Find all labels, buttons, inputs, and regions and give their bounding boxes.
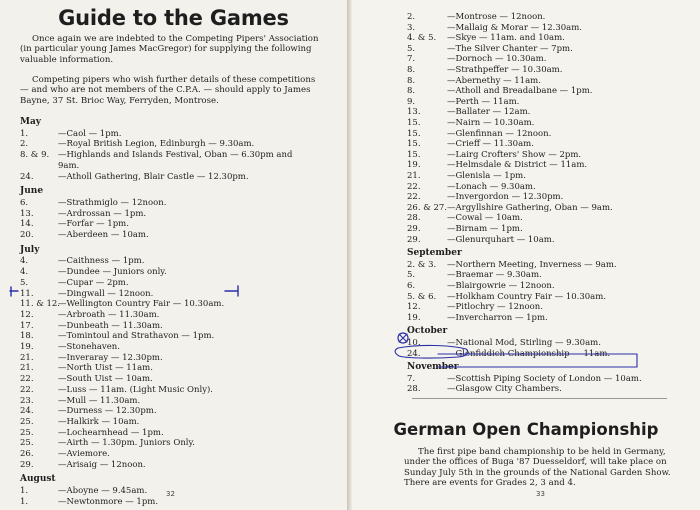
entry-event: —Nairn — 10.30am. bbox=[447, 118, 535, 128]
entry-date: 29. bbox=[407, 234, 421, 245]
entry-date: 8. bbox=[407, 86, 416, 97]
schedule-entry bbox=[20, 219, 320, 230]
schedule-entry bbox=[407, 86, 700, 97]
entry-event: —Abernethy — 11am. bbox=[447, 75, 541, 86]
entry-date: 15. bbox=[407, 128, 421, 139]
schedule-entry bbox=[20, 406, 320, 417]
schedule-entry bbox=[407, 384, 700, 395]
entry-date: 19. bbox=[407, 160, 421, 171]
schedule-entry bbox=[407, 302, 700, 313]
entry-date: 28. bbox=[407, 213, 421, 224]
entry-date: 4. bbox=[20, 267, 29, 278]
entry-date: 22. bbox=[20, 384, 34, 395]
month-heading: November bbox=[407, 362, 459, 373]
entry-event: —Halkirk — 10am. bbox=[58, 416, 140, 427]
entry-event: —Mallaig & Morar — 12.30am. bbox=[447, 22, 582, 33]
schedule-entry bbox=[407, 107, 700, 118]
schedule-entry bbox=[20, 230, 320, 241]
schedule-entry bbox=[407, 349, 700, 360]
schedule-entry bbox=[407, 54, 700, 65]
entry-date: 15. bbox=[407, 149, 421, 160]
entry-event: —Glasgow City Chambers. bbox=[447, 384, 562, 395]
entry-date: 22. bbox=[407, 181, 421, 192]
entry-event: —Caithness — 1pm. bbox=[58, 256, 145, 267]
page-number: 32 bbox=[166, 490, 175, 498]
entry-date: 19. bbox=[407, 312, 421, 323]
entry-date: 28. bbox=[407, 384, 421, 395]
entry-event: —Newtonmore — 1pm. bbox=[58, 496, 159, 507]
entry-event: —Holkham Country Fair — 10.30am. bbox=[447, 291, 606, 302]
schedule-entry bbox=[407, 374, 700, 385]
schedule-entry bbox=[20, 150, 320, 172]
entry-event: —Royal British Legion, Edinburgh — 9.30am. bbox=[58, 139, 255, 150]
entry-date: 2. & 3. bbox=[407, 259, 437, 270]
entry-date: 29. bbox=[407, 224, 421, 234]
entry-date: 1. bbox=[20, 128, 29, 139]
entry-event: —North Uist — 11am. bbox=[58, 363, 153, 374]
schedule-entry bbox=[407, 97, 700, 108]
entry-event: —Arisaig — 12noon. bbox=[58, 459, 146, 470]
entry-date: 8. bbox=[407, 65, 416, 75]
schedule-entry bbox=[20, 460, 320, 471]
entry-date: 11. bbox=[20, 288, 34, 299]
schedule-entry bbox=[20, 363, 320, 374]
entry-event: —Montrose — 12noon. bbox=[447, 12, 546, 22]
entry-date: 5. & 6. bbox=[407, 291, 437, 302]
entry-event: —Invercharron — 1pm. bbox=[447, 312, 548, 323]
entry-event: —The Silver Chanter — 7pm. bbox=[447, 43, 573, 54]
entry-event: —Wellington Country Fair — 10.30am. bbox=[58, 299, 225, 310]
entry-date: 4. & 5. bbox=[407, 33, 437, 44]
entry-date: 18. bbox=[20, 331, 34, 342]
entry-event: —Durness — 12.30pm. bbox=[58, 406, 157, 417]
schedule-entry bbox=[407, 44, 700, 55]
schedule-entry bbox=[407, 118, 700, 129]
entry-date: 13. bbox=[407, 107, 421, 118]
entry-event: —Dornoch — 10.30am. bbox=[447, 54, 547, 65]
intro-paragraph-2: Competing pipers who wish further details of these competitions — and who are not members of the C.P.A. — should apply to James Bayne, 37 St. Brioc Way, Ferryden, Montrose. bbox=[20, 75, 316, 106]
schedule-entry bbox=[20, 438, 320, 449]
entry-event: —Aboyne — 9.45am. bbox=[58, 486, 148, 497]
entry-event: —Caol — 1pm. bbox=[58, 128, 122, 139]
entry-date: 11. & 12. bbox=[20, 299, 61, 310]
entry-date: 5. bbox=[407, 270, 416, 281]
entry-date: 26. bbox=[20, 449, 34, 459]
schedule-entry bbox=[20, 172, 320, 183]
entry-date: 7. bbox=[407, 373, 416, 384]
entry-event: —Glenfiddich Championship — 11am. bbox=[447, 348, 611, 359]
schedule-entry bbox=[407, 203, 700, 214]
schedule-entry bbox=[407, 213, 700, 224]
schedule-entry bbox=[407, 65, 700, 76]
month-heading: October bbox=[407, 326, 448, 337]
entry-event: —Blairgowrie — 12noon. bbox=[447, 281, 555, 291]
schedule-entry bbox=[20, 299, 320, 310]
schedule-entry bbox=[407, 192, 700, 203]
entry-event: —Strathmiglo — 12noon. bbox=[58, 197, 167, 208]
entry-date: 5. bbox=[407, 43, 416, 54]
entry-event: —South Uist — 10am. bbox=[58, 374, 153, 385]
schedule-entry bbox=[407, 235, 700, 246]
month-heading: May bbox=[20, 117, 42, 127]
schedule-entry bbox=[20, 428, 320, 439]
entry-event: —Mull — 11.30am. bbox=[58, 395, 141, 406]
page-title: Guide to the Games bbox=[58, 6, 289, 30]
entry-event: —Tomintoul and Strathavon — 1pm. bbox=[58, 331, 215, 342]
entry-date: 25. bbox=[20, 416, 34, 427]
left-page bbox=[0, 0, 347, 510]
schedule-entry bbox=[407, 23, 700, 34]
entry-date: 21. bbox=[20, 352, 34, 363]
month-heading: August bbox=[20, 474, 56, 485]
entry-event: —Ardrossan — 1pm. bbox=[58, 208, 147, 219]
page-number: 33 bbox=[536, 490, 545, 498]
schedule-entry bbox=[20, 449, 320, 460]
entry-date: 17. bbox=[20, 320, 34, 331]
entry-event: —Skye — 11am. and 10am. bbox=[447, 33, 565, 44]
entry-date: 5. bbox=[20, 277, 29, 288]
schedule-entry bbox=[407, 260, 700, 271]
entry-event: —Lairg Crofters' Show — 2pm. bbox=[447, 149, 582, 160]
entry-date: 8. & 9. bbox=[20, 150, 50, 161]
schedule-entry bbox=[20, 331, 320, 342]
schedule-entry bbox=[20, 417, 320, 428]
entry-date: 21. bbox=[407, 171, 421, 181]
entry-event: —Argyllshire Gathering, Oban — 9am. bbox=[447, 202, 613, 213]
entry-event: —Pitlochry — 12noon. bbox=[447, 302, 543, 313]
month-heading: June bbox=[20, 186, 44, 197]
entry-date: 1. bbox=[20, 496, 29, 507]
entry-event: —Cowal — 10am. bbox=[447, 213, 523, 224]
entry-date: 22. bbox=[20, 374, 34, 385]
entry-event: —Atholl Gathering, Blair Castle — 12.30pm. bbox=[58, 171, 249, 182]
schedule-entry bbox=[20, 374, 320, 385]
entry-date: 21. bbox=[20, 363, 34, 374]
entry-date: 10. bbox=[407, 338, 421, 348]
schedule-entry bbox=[20, 209, 320, 220]
entry-event: —Airth — 1.30pm. Juniors Only. bbox=[58, 438, 195, 449]
schedule-entry bbox=[407, 292, 700, 303]
entry-event: —Atholl and Breadalbane — 1pm. bbox=[447, 86, 593, 97]
schedule-entry bbox=[20, 385, 320, 396]
article-body: The first pipe band championship to be held in Germany, under the offices of Buga '87 Duesseldorf, will take place on Sunday July 5th in the grounds of the National Garden Show. There are events for Grades 2, 3 and 4. bbox=[404, 447, 671, 489]
entry-event: —Lochearnhead — 1pm. bbox=[58, 427, 164, 438]
entry-event: —Dundee — Juniors only. bbox=[58, 267, 167, 278]
entry-date: 7. bbox=[407, 54, 416, 65]
schedule-entry bbox=[407, 171, 700, 182]
schedule-entry bbox=[20, 396, 320, 407]
entry-date: 25. bbox=[20, 438, 34, 449]
entry-event: —Strathpeffer — 10.30am. bbox=[447, 65, 563, 75]
schedule-entry bbox=[407, 338, 700, 349]
schedule-entry bbox=[407, 76, 700, 87]
entry-event: —Invergordon — 12.30pm. bbox=[447, 192, 564, 203]
entry-date: 9. bbox=[407, 96, 416, 107]
schedule-entry bbox=[20, 267, 320, 278]
schedule-entry bbox=[20, 342, 320, 353]
entry-date: 22. bbox=[407, 192, 421, 203]
schedule-entry bbox=[20, 139, 320, 150]
schedule-entry bbox=[20, 353, 320, 364]
entry-date: 15. bbox=[407, 139, 421, 150]
entry-date: 2. bbox=[407, 12, 416, 22]
schedule-entry bbox=[407, 12, 700, 23]
entry-date: 23. bbox=[20, 395, 34, 406]
schedule-entry bbox=[407, 224, 700, 235]
entry-date: 29. bbox=[20, 459, 34, 470]
entry-event: —Crieff — 11.30am. bbox=[447, 139, 534, 150]
entry-date: 25. bbox=[20, 427, 34, 438]
entry-event: —Luss — 11am. (Light Music Only). bbox=[58, 384, 214, 395]
entry-event: —Stonehaven. bbox=[58, 342, 120, 352]
intro-paragraph-1: Once again we are indebted to the Competing Pipers' Association (in particular young James MacGregor) for supplying the following valuable information. bbox=[20, 34, 319, 65]
entry-date: 15. bbox=[407, 118, 421, 128]
schedule-entry bbox=[20, 198, 320, 209]
entry-date: 4. bbox=[20, 256, 29, 267]
entry-date: 8. bbox=[407, 75, 416, 86]
entry-event: —Helmsdale & District — 11am. bbox=[447, 160, 588, 171]
entry-event: —Braemar — 9.30am. bbox=[447, 270, 542, 281]
schedule-entry bbox=[20, 289, 320, 300]
entry-event: —Inveraray — 12.30pm. bbox=[58, 352, 163, 363]
entry-event: —Arbroath — 11.30am. bbox=[58, 309, 160, 320]
entry-date: 24. bbox=[20, 406, 34, 417]
schedule-entry bbox=[20, 129, 320, 140]
schedule-entry bbox=[20, 310, 320, 321]
schedule-entry bbox=[407, 160, 700, 171]
entry-date: 24. bbox=[20, 171, 34, 182]
schedule-entry bbox=[407, 270, 700, 281]
schedule-entry bbox=[407, 182, 700, 193]
entry-event: —National Mod, Stirling — 9.30am. bbox=[447, 338, 601, 348]
entry-event: —Lonach — 9.30am. bbox=[447, 181, 536, 192]
schedule-entry bbox=[407, 281, 700, 292]
entry-date: 3. bbox=[407, 22, 416, 33]
entry-date: 14. bbox=[20, 219, 34, 230]
entry-event: —Glenfinnan — 12noon. bbox=[447, 128, 552, 139]
schedule-entry bbox=[20, 256, 320, 267]
entry-event: —Dingwall — 12noon. bbox=[58, 288, 154, 299]
entry-date: 1. bbox=[20, 486, 29, 497]
month-heading: July bbox=[20, 244, 40, 255]
entry-event: —Ballater — 12am. bbox=[447, 107, 531, 118]
entry-event: —Aviemore. bbox=[58, 449, 110, 459]
entry-event: —Glenisla — 1pm. bbox=[447, 171, 526, 181]
schedule-entry bbox=[407, 129, 700, 140]
entry-date: 26. & 27. bbox=[407, 202, 448, 213]
entry-event: —Highlands and Islands Festival, Oban — 6.30pm and 9am. bbox=[58, 150, 293, 172]
entry-date: 12. bbox=[20, 309, 34, 320]
schedule-entry bbox=[407, 33, 700, 44]
section-divider bbox=[412, 398, 667, 399]
schedule-entry bbox=[407, 150, 700, 161]
entry-event: —Perth — 11am. bbox=[447, 96, 520, 107]
entry-date: 19. bbox=[20, 342, 34, 352]
entry-event: —Forfar — 1pm. bbox=[58, 219, 129, 230]
entry-event: —Scottish Piping Society of London — 10am. bbox=[447, 373, 642, 384]
entry-event: —Northern Meeting, Inverness — 9am. bbox=[447, 259, 617, 270]
entry-event: —Aberdeen — 10am. bbox=[58, 230, 149, 240]
schedule-entry bbox=[407, 139, 700, 150]
entry-event: —Glenurquhart — 10am. bbox=[447, 234, 555, 245]
entry-date: 20. bbox=[20, 230, 34, 240]
entry-date: 13. bbox=[20, 208, 34, 219]
entry-date: 24. bbox=[407, 348, 421, 359]
month-heading: September bbox=[407, 248, 462, 259]
schedule-entry bbox=[20, 321, 320, 332]
entry-date: 6. bbox=[20, 197, 29, 208]
entry-event: —Dunbeath — 11.30am. bbox=[58, 320, 163, 331]
schedule-entry bbox=[20, 278, 320, 289]
schedule-entry bbox=[20, 497, 320, 508]
article-title: German Open Championship bbox=[393, 420, 659, 439]
entry-date: 2. bbox=[20, 139, 29, 150]
entry-event: —Cupar — 2pm. bbox=[58, 277, 129, 288]
entry-date: 12. bbox=[407, 302, 421, 313]
entry-date: 6. bbox=[407, 281, 416, 291]
entry-event: —Birnam — 1pm. bbox=[447, 224, 523, 234]
schedule-entry bbox=[407, 313, 700, 324]
